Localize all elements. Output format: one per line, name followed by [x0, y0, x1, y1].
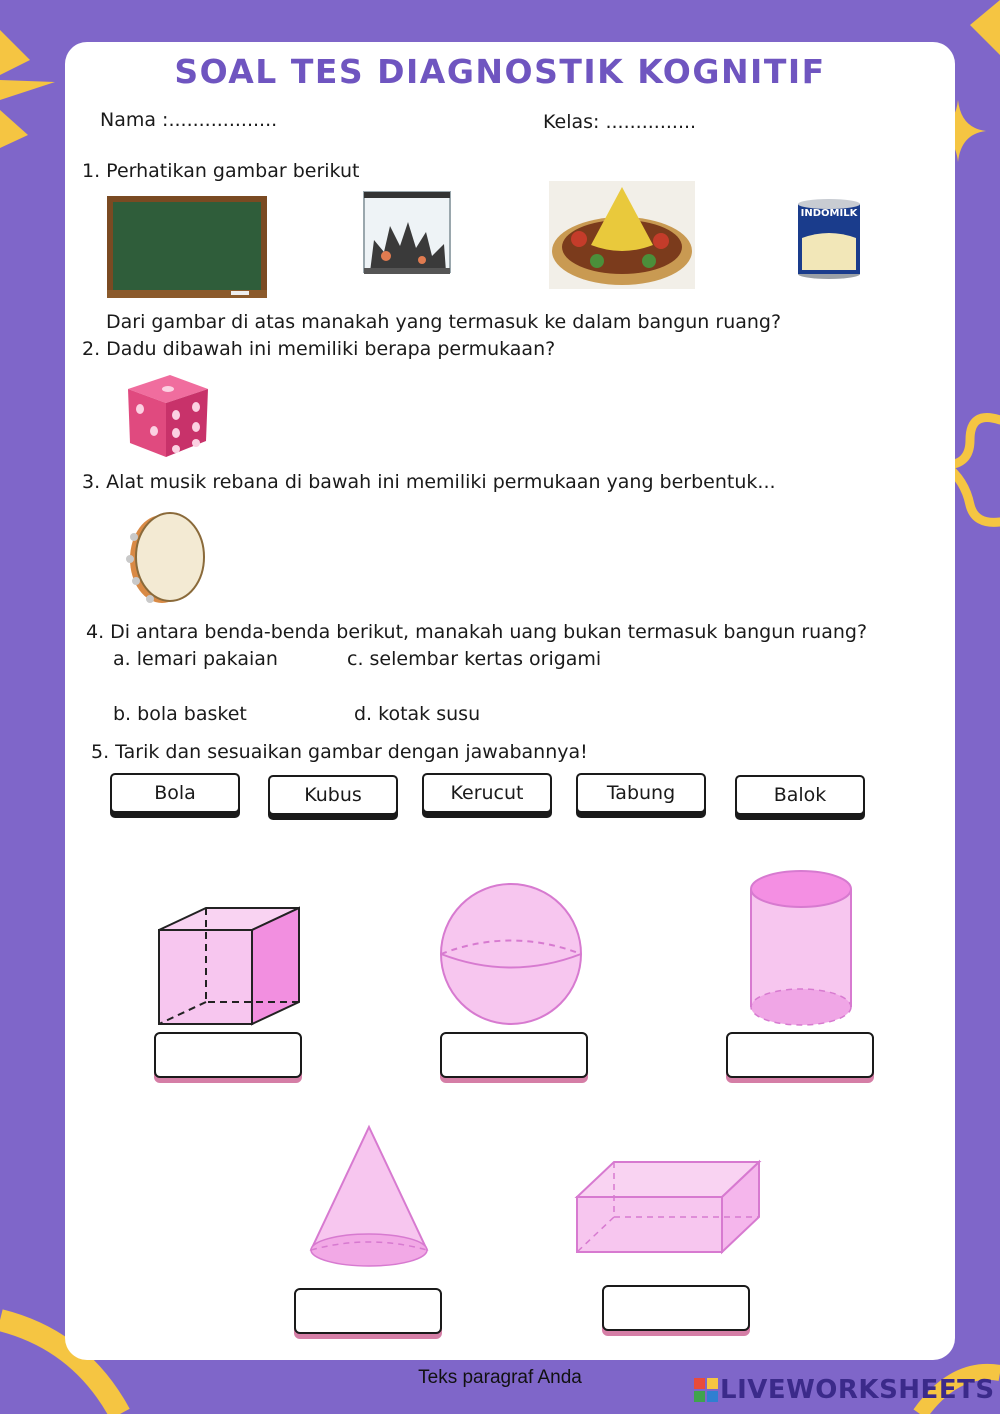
- page-title: SOAL TES DIAGNOSTIK KOGNITIF: [174, 52, 826, 91]
- milk-can-image: [796, 198, 862, 280]
- drop-zone-cuboid[interactable]: [602, 1285, 750, 1331]
- tumpeng-image: [549, 181, 695, 289]
- q4-option-d: d. kotak susu: [354, 703, 481, 725]
- drop-zone-cone[interactable]: [294, 1288, 442, 1334]
- answer-card-tabung[interactable]: Tabung: [576, 773, 706, 813]
- q4-option-c: c. selembar kertas origami: [347, 648, 602, 670]
- name-field-label: Nama :..................: [100, 109, 278, 131]
- q1-prompt: 1. Perhatikan gambar berikut: [82, 160, 360, 182]
- q3-prompt: 3. Alat musik rebana di bawah ini memiliki permukaan yang berbentuk...: [82, 471, 776, 493]
- q2-prompt: 2. Dadu dibawah ini memiliki berapa permukaan?: [82, 338, 556, 360]
- aquarium-image: [350, 186, 468, 288]
- blackboard-image: [107, 196, 267, 298]
- liveworksheets-logo-icon: [694, 1378, 718, 1402]
- q4-option-b: b. bola basket: [113, 703, 247, 725]
- milk-can-brand-label: INDOMILK: [800, 208, 858, 219]
- drop-zone-sphere[interactable]: [440, 1032, 588, 1078]
- q4-option-a: a. lemari pakaian: [113, 648, 278, 670]
- cube-image: [156, 905, 302, 1027]
- answer-card-kerucut[interactable]: Kerucut: [422, 773, 552, 813]
- tambourine-image: [124, 507, 208, 607]
- drop-zone-cube[interactable]: [154, 1032, 302, 1078]
- answer-card-bola[interactable]: Bola: [110, 773, 240, 813]
- class-field-label: Kelas: ...............: [543, 111, 697, 133]
- footer-paragraph-text: Teks paragraf Anda: [418, 1367, 582, 1388]
- sphere-image: [438, 881, 584, 1027]
- cylinder-image: [749, 867, 853, 1027]
- cuboid-image: [574, 1159, 762, 1255]
- dice-image: [124, 371, 210, 459]
- q4-prompt: 4. Di antara benda-benda berikut, manakah uang bukan termasuk bangun ruang?: [86, 621, 868, 643]
- cone-image: [308, 1124, 430, 1268]
- answer-card-balok[interactable]: Balok: [735, 775, 865, 815]
- liveworksheets-logo[interactable]: [694, 1374, 995, 1406]
- q5-prompt: 5. Tarik dan sesuaikan gambar dengan jawabannya!: [91, 741, 588, 763]
- answer-card-kubus[interactable]: Kubus: [268, 775, 398, 815]
- liveworksheets-logo-text: LIVEWORKSHEETS: [720, 1375, 995, 1405]
- drop-zone-cylinder[interactable]: [726, 1032, 874, 1078]
- yellow-wedge-decoration: [960, 0, 1000, 60]
- q1-question: Dari gambar di atas manakah yang termasuk ke dalam bangun ruang?: [106, 311, 782, 333]
